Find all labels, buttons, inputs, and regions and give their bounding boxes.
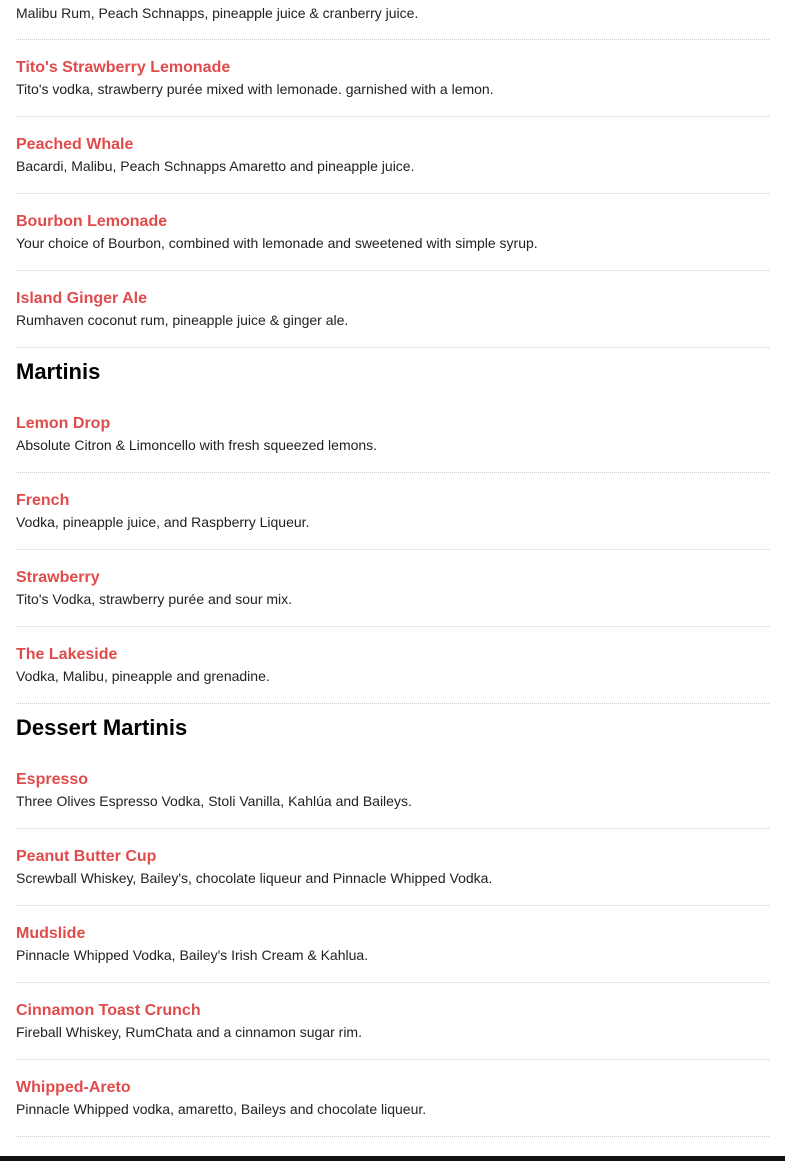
menu-item-description: Tito's Vodka, strawberry purée and sour mix.: [16, 591, 293, 607]
divider: [16, 347, 769, 348]
menu-item-name: Island Ginger Ale: [16, 290, 147, 307]
menu-item-name: Peanut Butter Cup: [16, 848, 157, 865]
menu-item-description: Pinnacle Whipped vodka, amaretto, Baileys and chocolate liqueur.: [16, 1101, 427, 1117]
menu-item-name: French: [16, 492, 70, 509]
divider: [16, 828, 769, 829]
divider: [16, 1136, 769, 1137]
divider: [16, 116, 769, 117]
menu-item-name: Strawberry: [16, 569, 100, 586]
menu-item-description: Tito's vodka, strawberry purée mixed with lemonade. garnished with a lemon.: [16, 81, 494, 97]
divider: [16, 270, 769, 271]
menu-item-description: Fireball Whiskey, RumChata and a cinnamon sugar rim.: [16, 1024, 362, 1040]
menu-item-description: Vodka, pineapple juice, and Raspberry Liqueur.: [16, 514, 310, 530]
divider: [16, 703, 769, 704]
menu-item-name: Mudslide: [16, 925, 86, 942]
menu-item-name: Cinnamon Toast Crunch: [16, 1002, 201, 1019]
menu-item-description: Screwball Whiskey, Bailey's, chocolate liqueur and Pinnacle Whipped Vodka.: [16, 870, 493, 886]
footer-bar: [0, 1156, 785, 1161]
section-title-martinis: Martinis: [16, 359, 101, 384]
menu-item-name: Espresso: [16, 771, 89, 788]
menu-item-description: Pinnacle Whipped Vodka, Bailey's Irish Cream & Kahlua.: [16, 947, 369, 963]
divider: [16, 626, 769, 627]
menu-item-name: Tito's Strawberry Lemonade: [16, 59, 231, 76]
menu-item-name: Peached Whale: [16, 136, 134, 153]
menu-item-description: Rumhaven coconut rum, pineapple juice & ginger ale.: [16, 312, 349, 328]
menu-item-name: The Lakeside: [16, 646, 118, 663]
divider: [16, 472, 769, 473]
menu-item-name: Bourbon Lemonade: [16, 213, 168, 230]
menu-item-description: Bacardi, Malibu, Peach Schnapps Amaretto and pineapple juice.: [16, 158, 415, 174]
section-title-dessert-martinis: Dessert Martinis: [16, 715, 188, 740]
divider: [16, 1059, 769, 1060]
divider: [16, 982, 769, 983]
menu-item-description: Absolute Citron & Limoncello with fresh squeezed lemons.: [16, 437, 378, 453]
menu-item-description: Your choice of Bourbon, combined with lemonade and sweetened with simple syrup.: [16, 235, 538, 251]
menu-item-description: Malibu Rum, Peach Schnapps, pineapple juice & cranberry juice.: [16, 5, 419, 21]
menu-item-name: Lemon Drop: [16, 415, 111, 432]
menu-item-description: Vodka, Malibu, pineapple and grenadine.: [16, 668, 270, 684]
divider: [16, 39, 769, 40]
divider: [16, 905, 769, 906]
menu-item-description: Three Olives Espresso Vodka, Stoli Vanilla, Kahlúa and Baileys.: [16, 793, 412, 809]
menu-item-name: Whipped-Areto: [16, 1079, 131, 1096]
divider: [16, 193, 769, 194]
divider: [16, 549, 769, 550]
